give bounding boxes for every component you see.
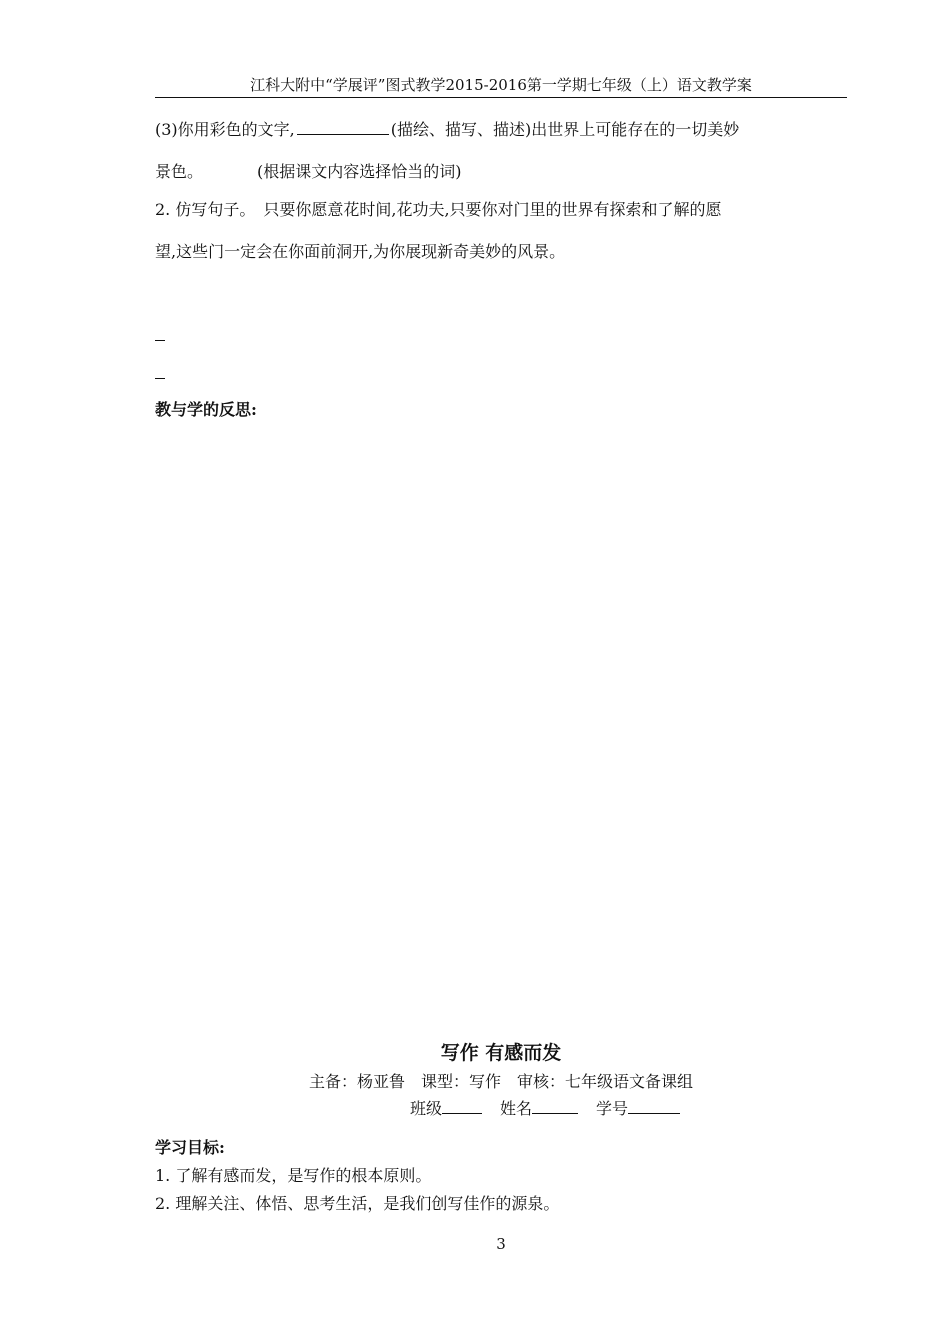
item-2-line-2: 望,这些门一定会在你面前洞开,为你展现新奇美妙的风景。: [155, 242, 566, 261]
goals-label: 学习目标:: [155, 1138, 225, 1157]
name-blank[interactable]: [532, 1097, 578, 1114]
exercise-3-text-before: (3)你用彩色的文字,: [155, 120, 295, 139]
exercise-3-wrap-line: [155, 160, 847, 184]
answer-dash-2: [155, 378, 165, 379]
name-label: 姓名: [499, 1099, 532, 1118]
exercise-3-wrap-text: 景色。: [155, 162, 204, 181]
item-2-line-1: 2. 仿写句子。 只要你愿意花时间,花功夫,只要你对门里的世界有探索和了解的愿: [155, 200, 722, 219]
page-number: 3: [496, 1235, 506, 1253]
class-blank[interactable]: [442, 1097, 482, 1114]
header-rule: [155, 97, 847, 98]
reflection-label: 教与学的反思:: [155, 400, 257, 419]
answer-dash-1: [155, 340, 165, 341]
goal-item-1: 1. 了解有感而发，是写作的根本原则。: [155, 1166, 432, 1185]
exercise-3-line: [155, 116, 847, 142]
number-label: 学号: [596, 1099, 629, 1118]
exercise-3-text-after: (描绘、描写、描述)出世界上可能存在的一切美妙: [390, 120, 740, 139]
class-label: 班级: [409, 1099, 442, 1118]
student-info-line: [155, 1097, 847, 1121]
page-header: 江科大附中“学展评”图式教学2015-2016第一学期七年级（上）语文教学案: [250, 76, 752, 94]
lesson-meta: 主备：杨亚鲁 课型：写作 审核：七年级语文备课组: [308, 1072, 693, 1091]
goal-item-2: 2. 理解关注、体悟、思考生活，是我们创写佳作的源泉。: [155, 1194, 560, 1213]
exercise-3-blank[interactable]: [297, 116, 389, 135]
number-blank[interactable]: [628, 1097, 680, 1114]
exercise-3-note: (根据课文内容选择恰当的词): [257, 162, 462, 181]
lesson-title: 写作 有感而发: [440, 1042, 562, 1064]
